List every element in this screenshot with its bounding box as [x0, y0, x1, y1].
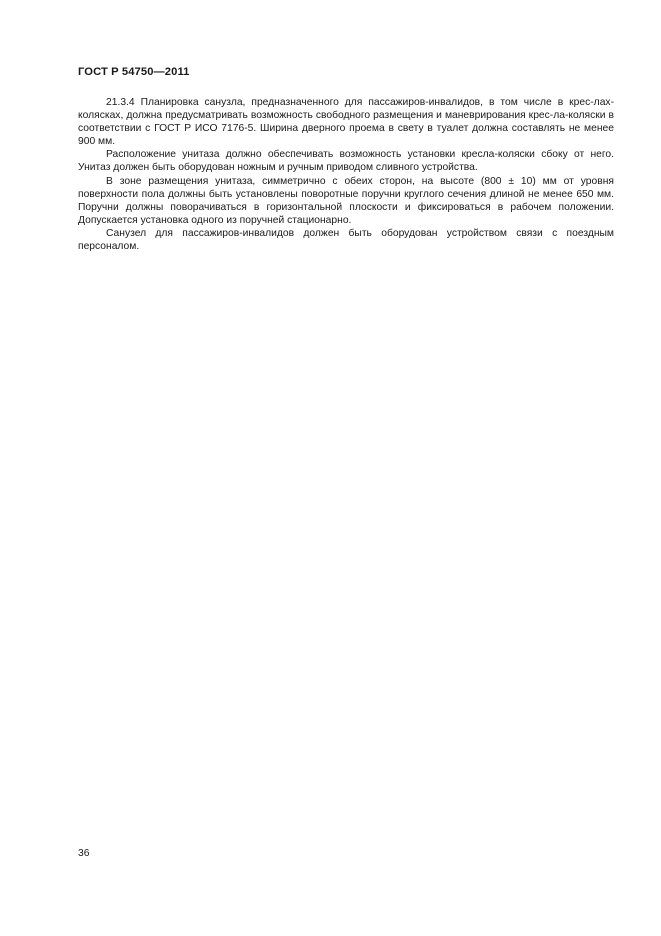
paragraph-toilet-position: Расположение унитаза должно обеспечивать возможность установки кресла-коляски сбоку от него. Унитаз должен быть оборудован ножным и ручным приводом сливного устройства.	[78, 149, 614, 174]
paragraph-21-3-4: 21.3.4 Планировка санузла, предназначенного для пассажиров-инвалидов, в том числе в крес-лах-колясках, должна предусматривать возможность свободного размещения и маневрирования крес-ла-коляски в соответствии с ГОСТ Р ИСО 7176-5. Ширина дверного проема в свету в туалет должна составлять не менее 900 мм.	[78, 97, 614, 148]
page-number: 36	[78, 848, 90, 859]
document-code-header: ГОСТ Р 54750—2011	[78, 66, 190, 78]
document-body	[78, 96, 614, 253]
paragraph-handrails: В зоне размещения унитаза, симметрично с обеих сторон, на высоте (800 ± 10) мм от уровня поверхности пола должны быть установлены поворотные поручни круглого сечения длиной не менее 650 мм. Поручни должны поворачиваться в горизонтальной плоскости и фиксироваться в рабочем положении. Допускается установка одного из поручней стационарно.	[78, 175, 614, 226]
paragraph-communication-device: Санузел для пассажиров-инвалидов должен быть оборудован устройством связи с поездным персоналом.	[78, 227, 614, 253]
